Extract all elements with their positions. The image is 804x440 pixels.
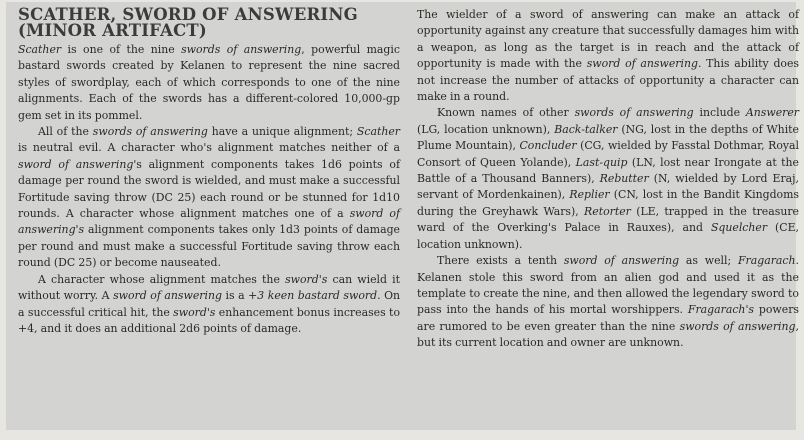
text-run: is a bbox=[221, 289, 249, 303]
italic-text: sword's bbox=[173, 305, 216, 319]
text-run: (NG, lost in the depths of White Plume Mountain), bbox=[417, 122, 799, 153]
paragraph bbox=[417, 7, 799, 105]
italic-text: Scather bbox=[18, 43, 62, 56]
italic-text: Back-talker bbox=[554, 122, 618, 136]
paragraph bbox=[18, 42, 400, 124]
sidebar-box bbox=[6, 2, 800, 430]
text-run: , but its current location and owner are unknown. bbox=[417, 319, 799, 350]
paragraph bbox=[417, 253, 799, 351]
text-run: have a unique alignment; bbox=[207, 125, 357, 139]
italic-text: sword's bbox=[285, 272, 328, 286]
text-run: (N, wielded by Lord Eraj, servant of Mordenkainen), bbox=[417, 172, 799, 202]
italic-text: swords of answering bbox=[679, 319, 796, 333]
title-line-1: SCATHER, SWORD OF ANSWERING bbox=[18, 5, 358, 24]
text-run: Known names of other bbox=[437, 106, 575, 120]
italic-text: sword of answering bbox=[563, 254, 680, 268]
paragraph bbox=[18, 124, 400, 272]
text-run: include bbox=[693, 106, 746, 120]
text-run: is one of the nine bbox=[61, 43, 182, 56]
italic-text: Last-quip bbox=[575, 155, 628, 169]
italic-text: Scather bbox=[356, 125, 401, 139]
italic-text: Fragarach's bbox=[687, 303, 755, 317]
italic-text: sword of answering bbox=[586, 57, 698, 71]
text-run: . On a successful critical hit, the bbox=[18, 289, 401, 319]
text-run: can wield it without worry. A bbox=[18, 272, 401, 303]
text-run: (CG, wielded by Fasstal Dothmar, Royal Consort of Queen Yolande), bbox=[417, 139, 799, 169]
text-run: powers are rumored to be even greater than the nine bbox=[417, 303, 799, 333]
italic-text: sword of answering's bbox=[18, 207, 400, 237]
italic-text: sword of answering bbox=[113, 289, 222, 303]
text-run: alignment components takes only 1d3 points of damage per round and must make a successful Fortitude saving throw each round (DC 25) or become nauseated. bbox=[18, 223, 400, 270]
italic-text: sword of answering bbox=[18, 157, 134, 171]
text-run: , powerful magic bastard swords created by Kelanen to represent the nine sacred styles of swordplay, each of which corresponds to one of the nine alignments. Each of the swords has a different-colored 10,000-gp gem set in its pommel. bbox=[18, 43, 400, 122]
page-title bbox=[18, 7, 400, 39]
italic-text: Rebutter bbox=[599, 172, 649, 186]
text-run: 's alignment components takes 1d6 points of damage per round the sword is wielded, and must make a successful Fortitude saving throw (DC 25) each round or be stunned for 1d10 rounds. A character whose alignment matches one of a bbox=[18, 157, 400, 221]
text-run: The wielder of a sword of answering can make an attack of opportunity against any creature that successfully damages him with a weapon, as long as the target is in reach and the attack of opportunity is made with the bbox=[417, 8, 799, 71]
italic-text: swords of answering bbox=[574, 106, 694, 120]
italic-text: Retorter bbox=[584, 204, 631, 218]
text-run: All of the bbox=[38, 125, 93, 139]
title-line-2: (MINOR ARTIFACT) bbox=[18, 21, 207, 40]
italic-text: Answerer bbox=[745, 106, 799, 120]
italic-text: Replier bbox=[569, 188, 610, 202]
text-run: A character whose alignment matches the bbox=[38, 272, 286, 286]
left-column bbox=[18, 7, 400, 337]
italic-text: Concluder bbox=[519, 139, 577, 153]
text-run: is neutral evil. A character who's alignment matches neither of a bbox=[18, 141, 400, 155]
italic-text: +3 keen bastard sword bbox=[248, 289, 378, 303]
text-run: (LE, trapped in the treasure ward of the Overking's Palace in Rauxes), and bbox=[417, 204, 799, 235]
text-run: (LG, location unknown), bbox=[417, 122, 555, 136]
italic-text: swords of answering bbox=[181, 43, 302, 56]
italic-text: Fragarach bbox=[737, 254, 796, 268]
text-run: as well; bbox=[679, 254, 738, 268]
italic-text: Squelcher bbox=[710, 221, 768, 235]
right-column bbox=[417, 7, 799, 352]
text-run: enhancement bonus increases to +4, and it does an additional 2d6 points of damage. bbox=[18, 305, 400, 335]
italic-text: swords of answering bbox=[92, 125, 208, 139]
paragraph bbox=[18, 272, 400, 338]
text-run: (LN, lost near Irongate at the Battle of a Thousand Banners), bbox=[417, 155, 799, 186]
text-run: (CN, lost in the Bandit Kingdoms during the Greyhawk Wars), bbox=[417, 188, 800, 218]
text-run: (CE, location unknown). bbox=[417, 221, 800, 251]
text-run: . This ability does not increase the number of attacks of opportunity a character can make in a round. bbox=[417, 57, 800, 104]
text-run: There exists a tenth bbox=[437, 254, 564, 268]
paragraph bbox=[417, 105, 799, 253]
text-run: . Kelanen stole this sword from an alien god and used it as the template to create the nine, and then allowed the legendary sword to pass into the hands of his mortal worshippers. bbox=[417, 254, 799, 317]
